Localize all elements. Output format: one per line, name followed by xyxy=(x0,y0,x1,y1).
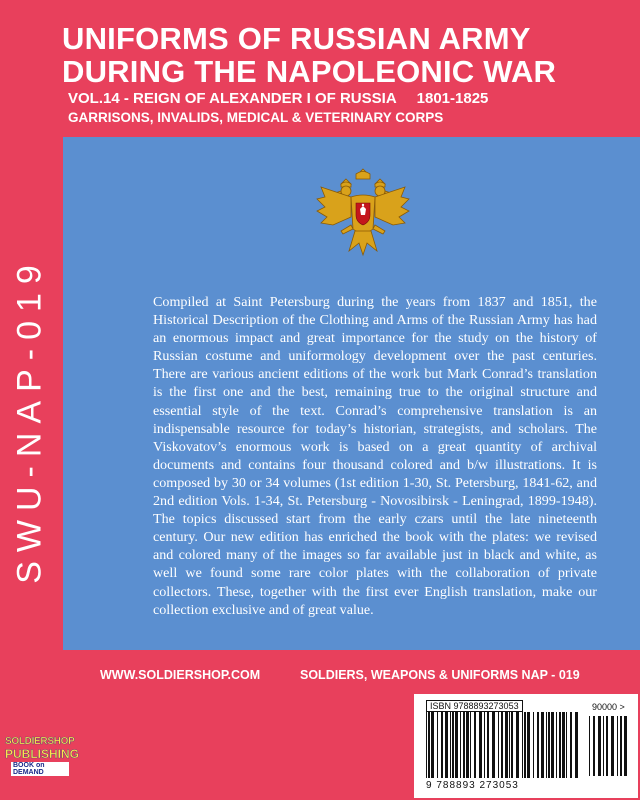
title-line-1: UNIFORMS OF RUSSIAN ARMY xyxy=(62,21,531,56)
volume-line xyxy=(68,90,488,107)
subtitle: GARRISONS, INVALIDS, MEDICAL & VETERINARY CORPS xyxy=(68,110,444,125)
price-barcode xyxy=(589,716,629,780)
publisher-logo-line1: SOLDIERSHOP xyxy=(5,736,75,747)
title-line-2: DURING THE NAPOLEONIC WAR xyxy=(62,54,557,89)
isbn-label: ISBN 9788893273053 xyxy=(426,700,523,712)
double-headed-eagle-icon xyxy=(313,167,413,257)
volume-label: VOL.14 - REIGN OF ALEXANDER I OF RUSSIA xyxy=(68,90,397,107)
spine-code: SWU-NAP-019 xyxy=(10,256,49,584)
publisher-logo-line3: BOOK on DEMAND xyxy=(11,762,69,776)
series-label: SOLDIERS, WEAPONS & UNIFORMS NAP - 019 xyxy=(300,668,580,682)
isbn-barcode xyxy=(426,712,582,780)
publisher-logo xyxy=(5,730,80,790)
spine-area xyxy=(0,155,60,685)
website-link[interactable]: WWW.SOLDIERSHOP.COM xyxy=(100,668,261,682)
price-code: 90000 > xyxy=(592,702,625,712)
publisher-logo-line2: PUBLISHING xyxy=(5,747,80,761)
barcode-box xyxy=(414,694,638,798)
years-label: 1801-1825 xyxy=(416,90,489,107)
description-text: Compiled at Saint Petersburg during the years from 1837 and 1851, the Historical Description of the Clothing and Arms of the Russian Army has had an enormous impact and great importance for the study on the history of Russian costume and uniformology development over the past centuries. There are various ancient editions of the work but Mark Conrad’s translation is the first one and the best, remaining true to the original structure and essential style of the text. Conrad’s comprehensive translation is an indispensable resource for today’s historian, strategists, and scholars. The Viskovatov’s enormous work is based on a great quantity of archival documents and contains four thousand colored and b/w illustrations. It is composed by 30 or 34 volumes (1st edition 1-30, St. Petersburg, 1841-62, and 2nd edition Vols. 1-34, St. Petersburg - Novosibirsk - Leningrad, 1899-1948). The topics discussed start from the early czars until the late nineteenth century. Our new edition has enriched the book with the plates: we revised and colored many of the images so far available just in black and white, as well we found some rare color plates with the collaboration of private collectors. These, together with the first ever English translation, make our collection exclusive and of great value. xyxy=(153,294,597,618)
barcode-number: 9 788893 273053 xyxy=(426,780,519,791)
description-panel xyxy=(63,137,640,650)
book-title xyxy=(62,22,632,88)
